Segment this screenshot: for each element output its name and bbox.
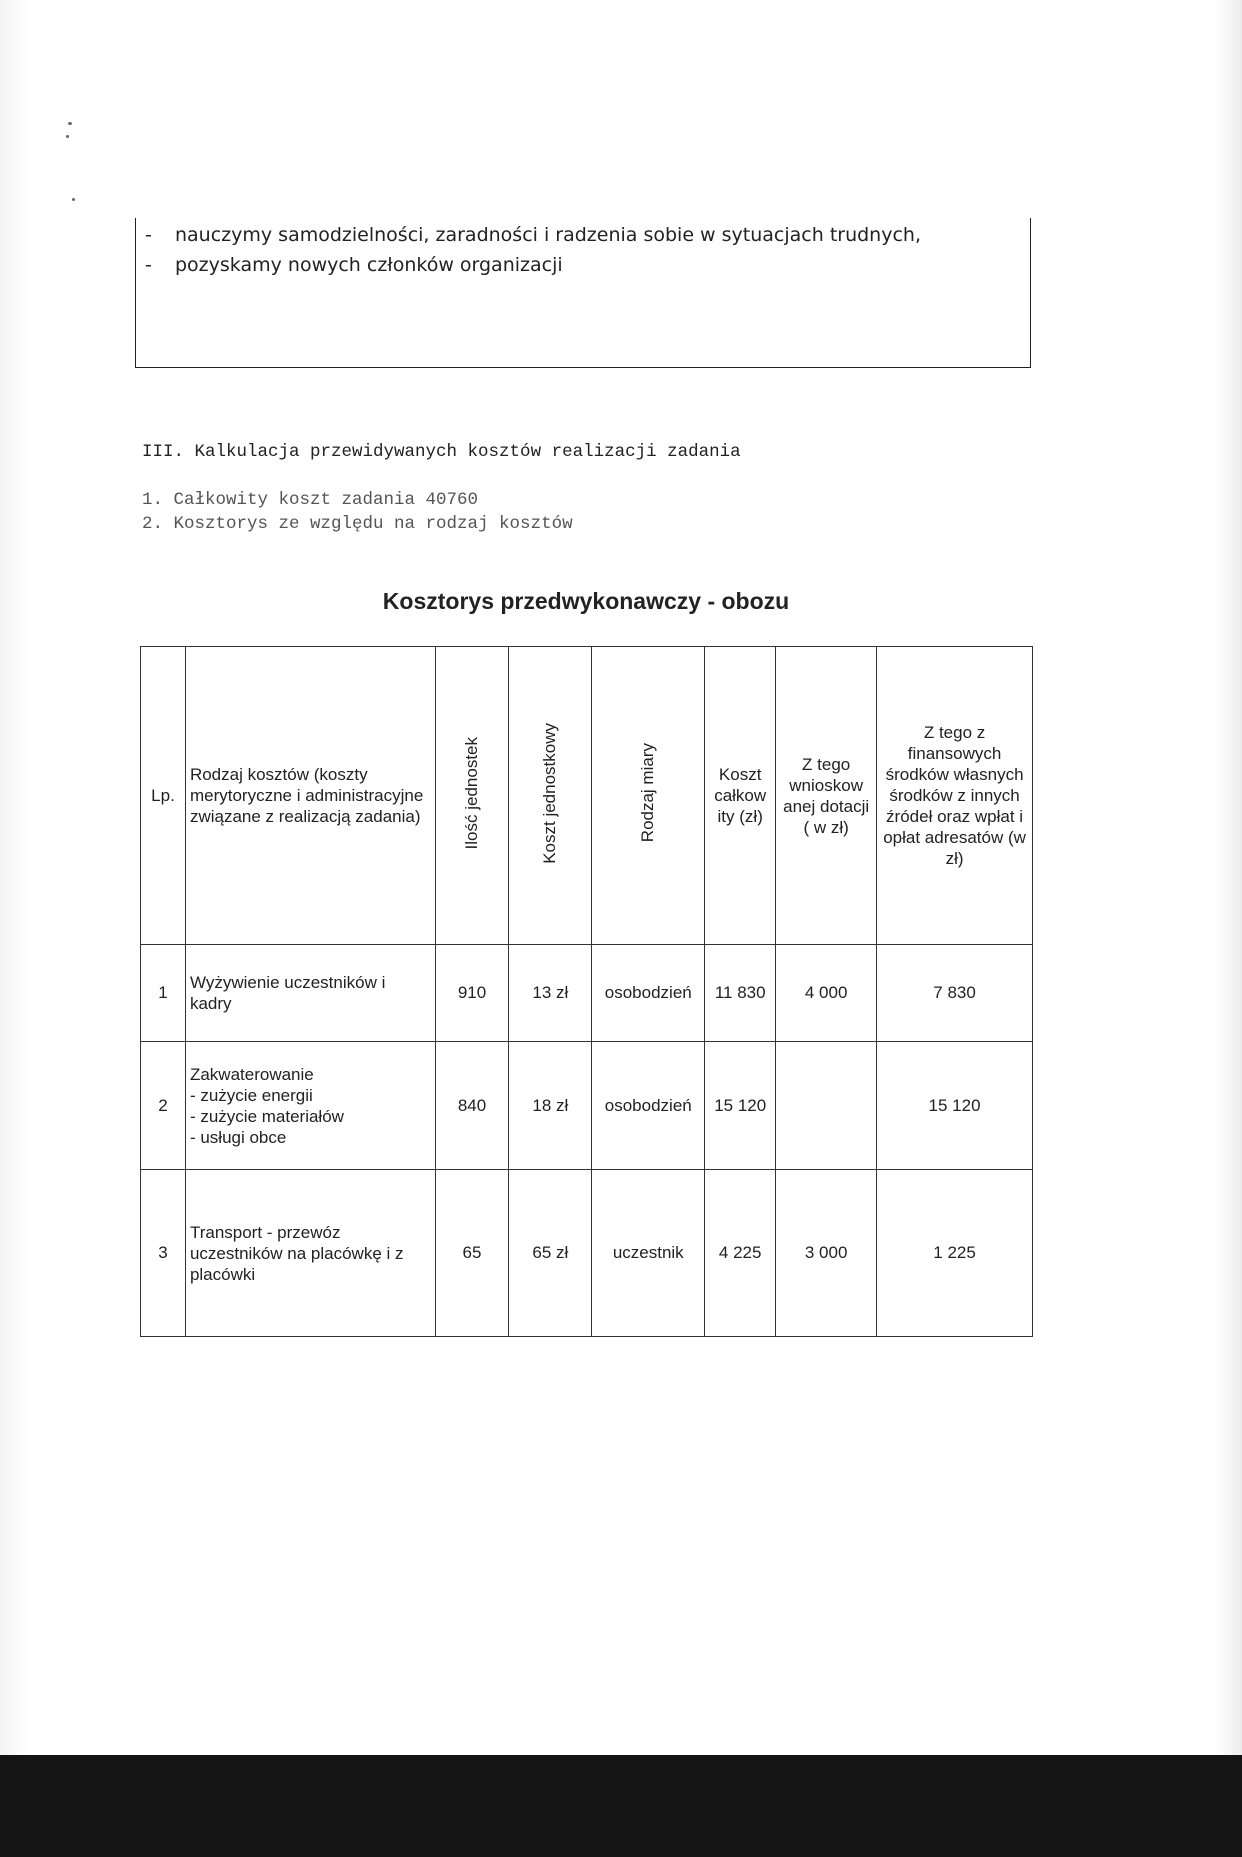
bullet-text: pozyskamy nowych członków organizacji <box>175 254 563 276</box>
document-title: Kosztorys przedwykonawczy - obozu <box>382 588 790 614</box>
cell-lp: 1 <box>141 945 186 1042</box>
cell-measure: osobodzień <box>592 1042 705 1170</box>
cost-type-line: - usługi obce <box>189 1127 287 1147</box>
scan-speck <box>68 122 72 125</box>
cost-type-line: - zużycie energii <box>189 1085 313 1105</box>
cell-total: 11 830 <box>705 945 776 1042</box>
cost-breakdown-line: 2. Kosztorys ze względu na rodzaj kosztów <box>142 514 573 534</box>
scan-speck <box>66 135 69 138</box>
bullet-text: nauczymy samodzielności, zaradności i radzenia sobie w sytuacjach trudnych, <box>175 224 921 246</box>
cell-cost-type: Transport - przewóz uczestników na placówkę i z placówki <box>185 1170 435 1337</box>
header-grant: Z tego wnioskow anej dotacji ( w zł) <box>776 647 877 945</box>
cell-measure: uczestnik <box>592 1170 705 1337</box>
cell-own-funds: 15 120 <box>877 1042 1033 1170</box>
table-header-row <box>141 647 1033 945</box>
cell-unit-cost: 18 zł <box>509 1042 592 1170</box>
cost-type-line: Zakwaterowanie <box>189 1064 314 1084</box>
bullet-item: - nauczymy samodzielności, zaradności i radzenia sobie w sytuacjach trudnych, <box>145 224 921 246</box>
scan-speck <box>72 198 75 201</box>
cell-unit-count: 910 <box>435 945 509 1042</box>
header-total-cost: Koszt całkow ity (zł) <box>705 647 776 945</box>
cell-unit-cost: 65 zł <box>509 1170 592 1337</box>
cost-table <box>140 646 1033 1337</box>
cell-measure: osobodzień <box>592 945 705 1042</box>
header-cost-type: Rodzaj kosztów (koszty merytoryczne i administracyjne związane z realizacją zadania) <box>185 647 435 945</box>
header-unit-count-label: Ilość jednostek <box>462 736 482 850</box>
table-row <box>141 1170 1033 1337</box>
header-measure <box>592 647 705 945</box>
cell-grant <box>776 1042 877 1170</box>
cell-unit-cost: 13 zł <box>509 945 592 1042</box>
cell-own-funds: 7 830 <box>877 945 1033 1042</box>
header-unit-cost <box>509 647 592 945</box>
header-measure-label: Rodzaj miary <box>638 743 658 843</box>
cell-total: 15 120 <box>705 1042 776 1170</box>
total-cost-line: 1. Całkowity koszt zadania 40760 <box>142 490 479 510</box>
header-unit-count <box>435 647 509 945</box>
header-own-funds: Z tego z finansowych środków własnych środków z innych źródeł oraz wpłat i opłat adresatów (w zł) <box>877 647 1033 945</box>
cell-total: 4 225 <box>705 1170 776 1337</box>
cell-cost-type: Wyżywienie uczestników i kadry <box>185 945 435 1042</box>
cell-unit-count: 65 <box>435 1170 509 1337</box>
cost-type-line: - zużycie materiałów <box>189 1106 344 1126</box>
bullet-item: - pozyskamy nowych członków organizacji <box>145 254 563 276</box>
section-title: III. Kalkulacja przewidywanych kosztów realizacji zadania <box>142 442 741 462</box>
cell-own-funds: 1 225 <box>877 1170 1033 1337</box>
table-row <box>141 1042 1033 1170</box>
cell-grant: 4 000 <box>776 945 877 1042</box>
cell-lp: 2 <box>141 1042 186 1170</box>
cell-grant: 3 000 <box>776 1170 877 1337</box>
table-row <box>141 945 1033 1042</box>
header-unit-cost-label: Koszt jednostkowy <box>540 722 560 864</box>
cell-unit-count: 840 <box>435 1042 509 1170</box>
cell-lp: 3 <box>141 1170 186 1337</box>
cell-cost-type <box>185 1042 435 1170</box>
header-lp: Lp. <box>141 647 186 945</box>
scanner-background <box>0 1755 1242 1857</box>
